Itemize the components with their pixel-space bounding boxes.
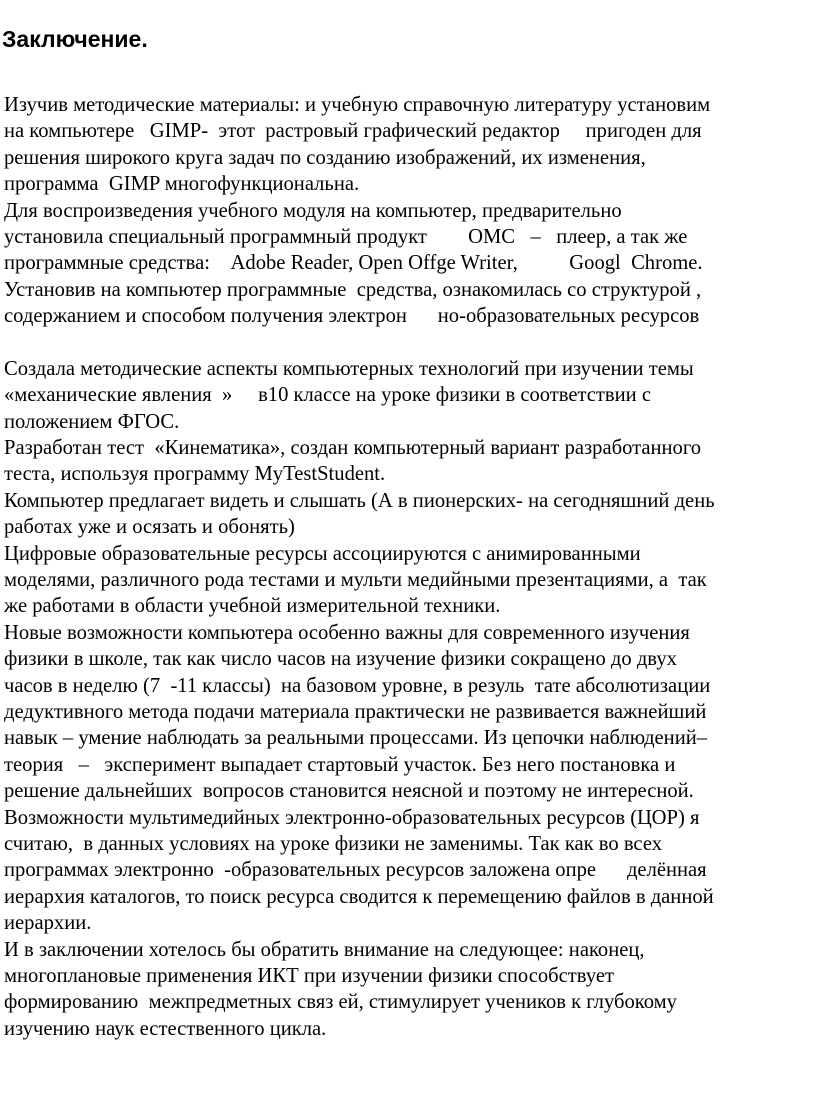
body-line: формированию межпредметных связ ей, стимулирует учеников к глубокому — [4, 991, 677, 1014]
body-line: Создала методические аспекты компьютерных технологий при изучении темы — [4, 357, 694, 380]
body-line: физики в школе, так как число часов на изучение физики сокращено до двух — [4, 648, 677, 671]
body-line: Новые возможности компьютера особенно важны для современного изучения — [4, 621, 690, 644]
body-line: решения широкого круга задач по созданию изображений, их изменения, — [4, 146, 646, 169]
body-line: иерархии. — [4, 912, 92, 935]
document-body — [4, 92, 816, 1042]
body-line: И в заключении хотелось бы обратить внимание на следующее: наконец, — [4, 938, 645, 961]
body-line: Для воспроизведения учебного модуля на компьютер, предварительно — [4, 199, 622, 222]
body-line: считаю, в данных условиях на уроке физики не заменимы. Так как во всех — [4, 832, 662, 855]
body-line: Разработан тест «Кинематика», создан компьютерный вариант разработанного — [4, 437, 702, 460]
body-line: программах электронно -образовательных ресурсов заложена опре делённая — [4, 859, 707, 882]
body-line: иерархия каталогов, то поиск ресурса сводится к перемещению файлов в данной — [4, 885, 714, 908]
body-line: работах уже и осязать и обонять) — [4, 516, 295, 539]
document-title: Заключение. — [2, 26, 148, 52]
body-line: содержанием и способом получения электрон но-образовательных ресурсов — [4, 305, 700, 328]
body-line: дедуктивного метода подачи материала практически не развивается важнейший — [4, 700, 707, 723]
body-line: Компьютер предлагает видеть и слышать (А в пионерских- на сегодняшний день — [4, 489, 715, 512]
body-line: Возможности мультимедийных электронно-образовательных ресурсов (ЦОР) я — [4, 806, 700, 829]
body-line: навык – умение наблюдать за реальными процессами. Из цепочки наблюдений– — [4, 727, 708, 750]
body-line: теория – эксперимент выпадает стартовый участок. Без него постановка и — [4, 753, 676, 776]
body-line: «механические явления » в10 классе на уроке физики в соответствии с — [4, 384, 651, 407]
body-line: многоплановые применения ИКТ при изучении физики способствует — [4, 964, 614, 987]
body-line: на компьютере GIMP- этот растровый графический редактор пригоден для — [4, 120, 702, 143]
body-line: установила специальный программный продукт ОМС – плеер, а так же — [4, 225, 688, 248]
body-line: программа GIMP многофункциональна. — [4, 173, 360, 196]
body-line: Установив на компьютер программные средства, ознакомилась со структурой , — [4, 278, 702, 301]
body-line: моделями, различного рода тестами и мульти медийными презентациями, а так — [4, 569, 707, 592]
body-line: программные средства: Adobe Reader, Open Offge Writer, Googl Chrome. — [4, 252, 703, 275]
body-line: положением ФГОС. — [4, 410, 180, 433]
body-line: теста, используя программу MyTestStudent. — [4, 463, 386, 486]
body-line: Изучив методические материалы: и учебную справочную литературу установим — [4, 94, 711, 116]
body-line: Цифровые образовательные ресурсы ассоциируются с анимированными — [4, 542, 641, 565]
body-line: изучению наук естественного цикла. — [4, 1017, 327, 1040]
body-line: решение дальнейших вопросов становится неясной и поэтому не интересной. — [4, 780, 694, 803]
body-line: часов в неделю (7 -11 классы) на базовом уровне, в резуль тате абсолютизации — [4, 674, 711, 697]
body-line: же работами в области учебной измерительной техники. — [4, 595, 501, 618]
blank-line — [4, 330, 816, 356]
